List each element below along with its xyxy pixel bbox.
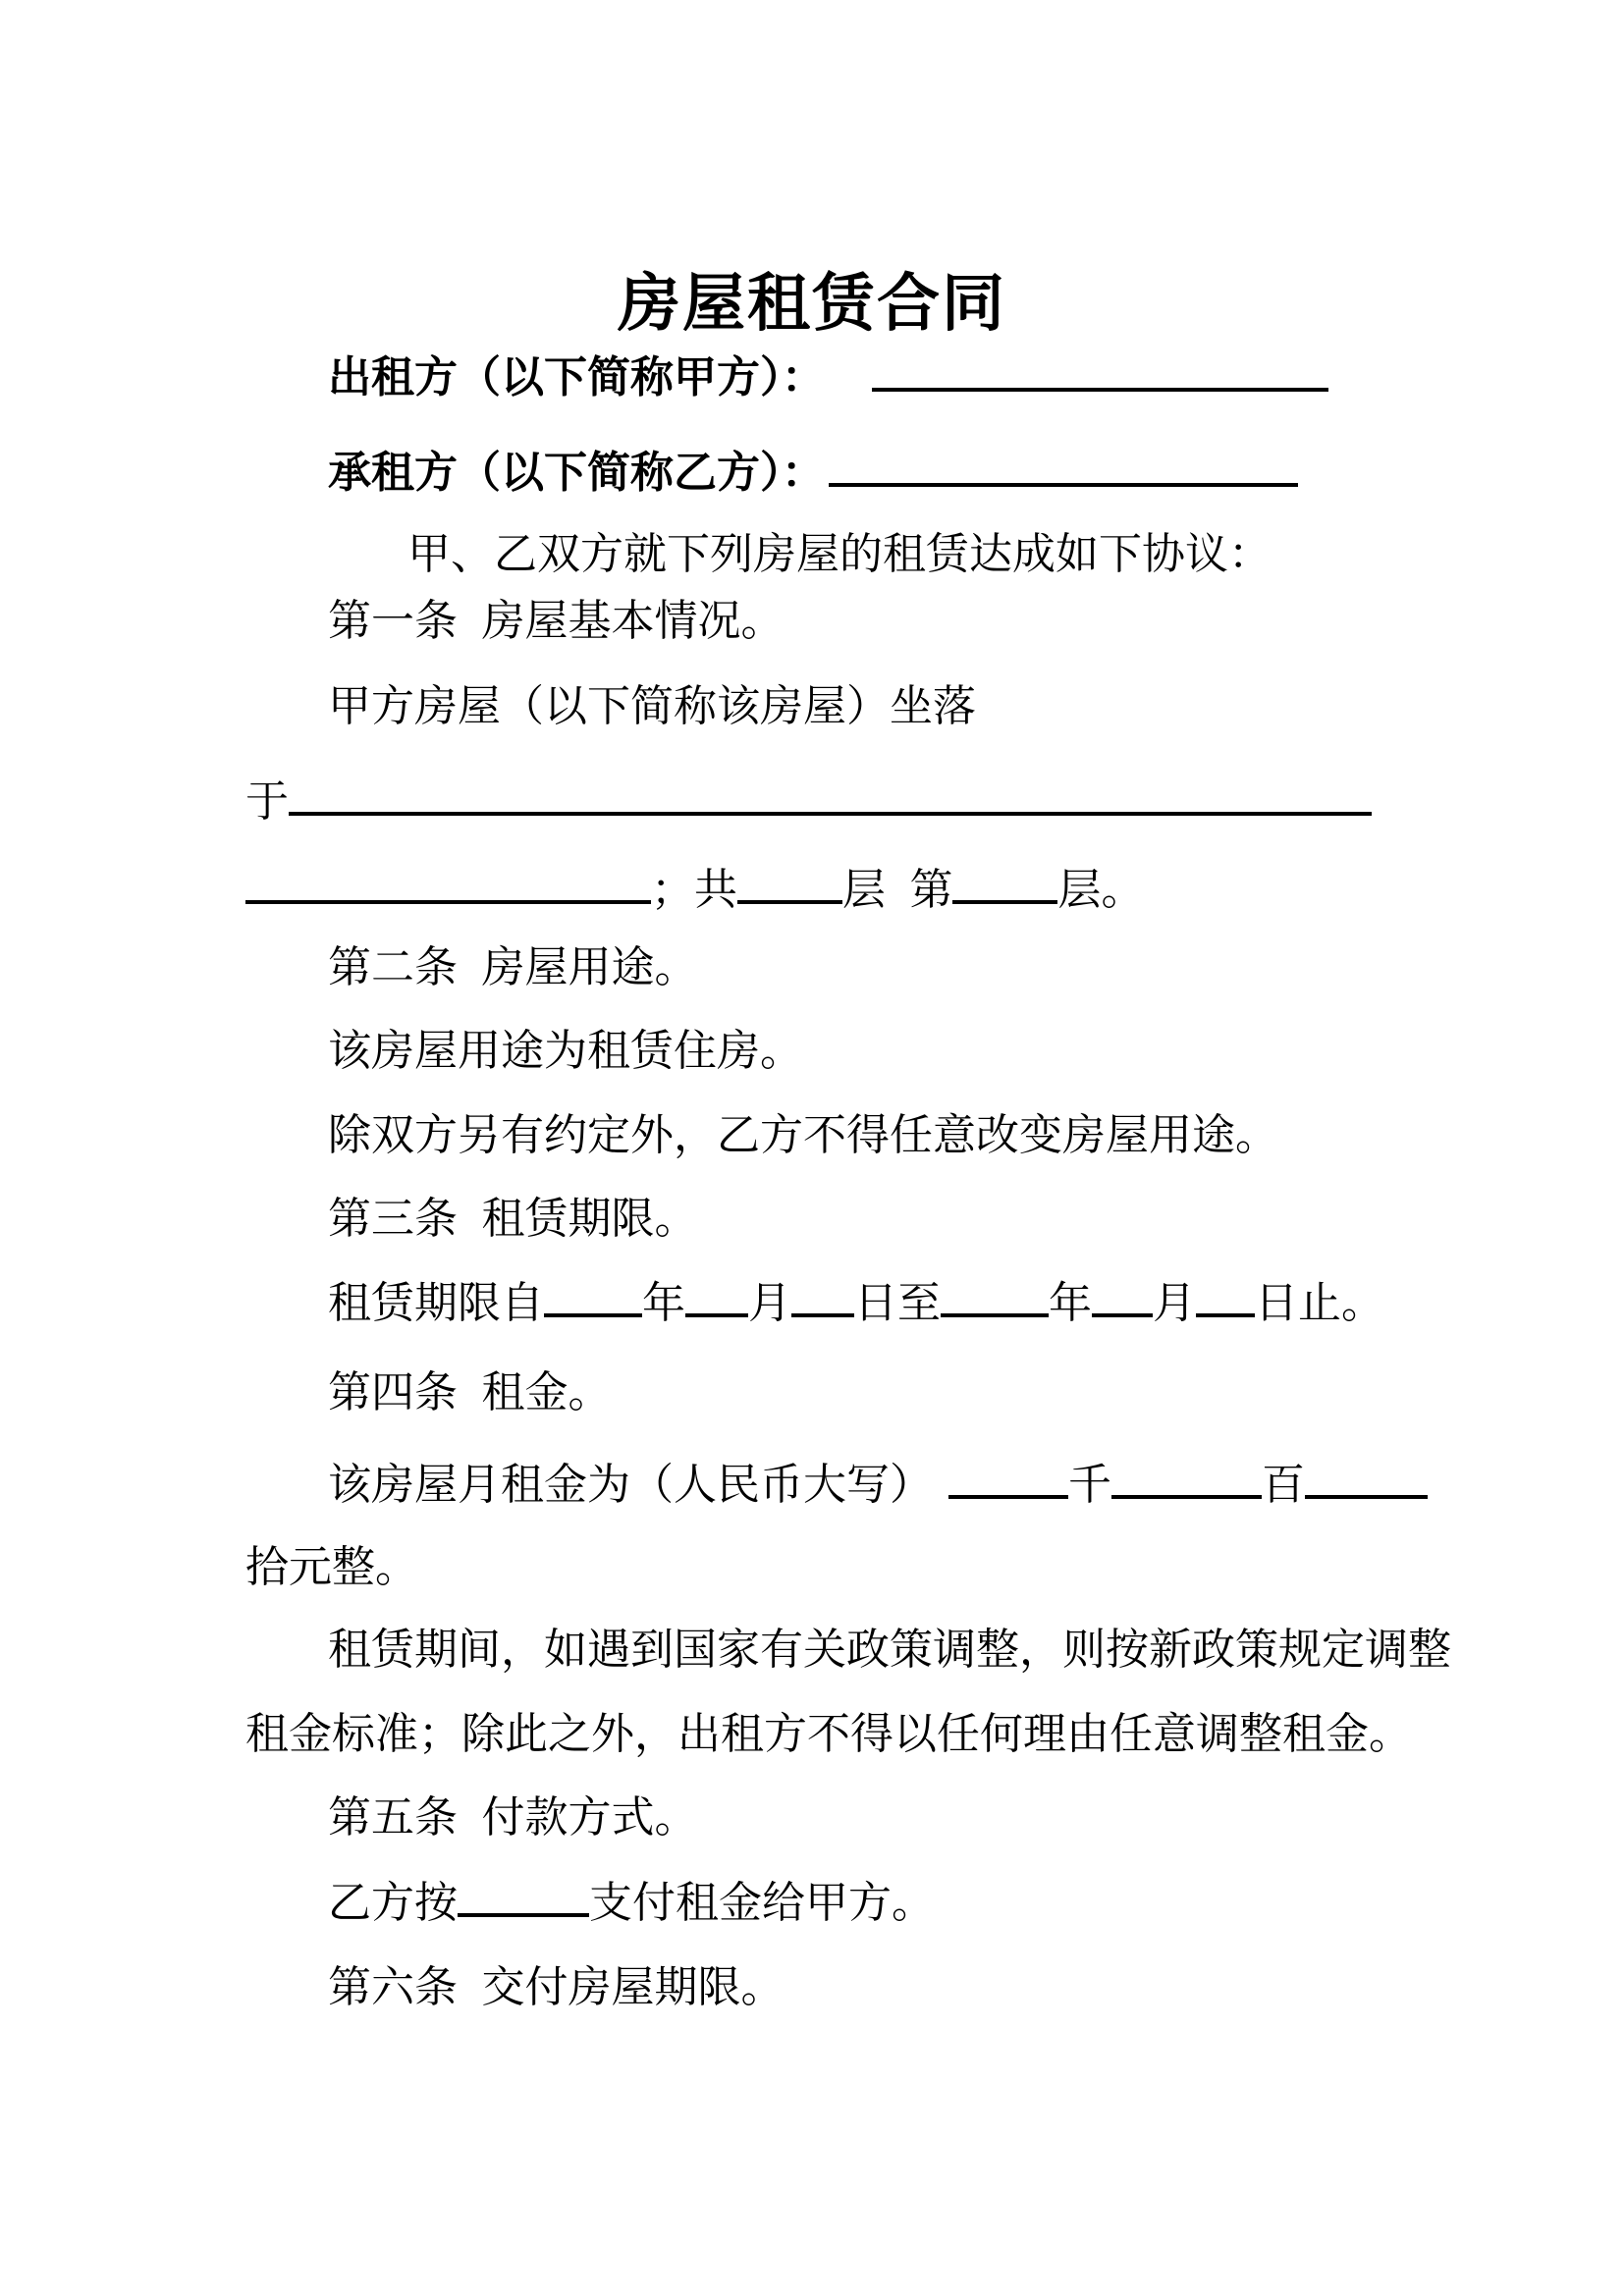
pay-prefix: 乙方按 — [328, 1879, 458, 1927]
pay-suffix: 支付租金给甲方。 — [589, 1879, 935, 1927]
floors-seg1: ；共 — [651, 866, 737, 914]
blank-rent-ten — [1305, 1454, 1428, 1499]
lessee-line — [328, 442, 1298, 505]
clause-2-usage-line: 该房屋用途为租赁住房。 — [328, 1027, 803, 1075]
unit-hundred: 百 — [1262, 1461, 1305, 1509]
unit-day-2: 日止。 — [1255, 1279, 1384, 1327]
blank-end-year — [941, 1272, 1049, 1317]
clause-3-heading: 第三条 租赁期限。 — [328, 1195, 698, 1243]
blank-start-month — [685, 1272, 748, 1317]
clause-1-floors-line — [245, 859, 1144, 922]
blank-rent-hundred — [1111, 1454, 1262, 1499]
clause-1-address-line — [245, 771, 1372, 833]
clause-1-heading: 第一条 房屋基本情况。 — [328, 597, 785, 645]
blank-end-day — [1196, 1272, 1255, 1317]
clause-3-term-line — [328, 1272, 1384, 1335]
clause-4-rent-line — [328, 1454, 1428, 1517]
blank-lessor-name — [872, 347, 1328, 392]
blank-start-year — [544, 1272, 642, 1317]
lessor-label: 出租方（以下简称甲方）： — [328, 353, 825, 401]
clause-1-location-line: 甲方房屋（以下简称该房屋）坐落 — [328, 682, 976, 730]
clause-2-restriction-line: 除双方另有约定外，乙方不得任意改变房屋用途。 — [328, 1111, 1278, 1159]
clause-4-heading: 第四条 租金。 — [328, 1368, 612, 1416]
preamble: 甲、乙双方就下列房屋的租赁达成如下协议： — [407, 530, 1272, 578]
contract-title: 房屋租赁合同 — [618, 267, 1006, 339]
clause-5-heading: 第五条 付款方式。 — [328, 1793, 698, 1842]
clause-4-rent-tail: 拾元整。 — [245, 1543, 418, 1591]
blank-lessee-name — [829, 442, 1298, 487]
unit-thousand: 千 — [1068, 1461, 1111, 1509]
floors-seg3: 层。 — [1057, 866, 1145, 914]
blank-address-2 — [245, 859, 651, 904]
blank-address-1 — [289, 771, 1372, 816]
blank-end-month — [1092, 1272, 1153, 1317]
term-prefix: 租赁期限自 — [328, 1279, 544, 1327]
unit-month-1: 月 — [748, 1279, 791, 1327]
clause-5-payment-line — [328, 1872, 935, 1935]
unit-year-2: 年 — [1049, 1279, 1092, 1327]
blank-start-day — [791, 1272, 854, 1317]
lessee-label: 承租方（以下简称乙方）： — [328, 449, 825, 497]
lessor-line — [328, 347, 1328, 409]
blank-floor-number — [952, 859, 1057, 904]
unit-year-1: 年 — [642, 1279, 685, 1327]
clause-4-policy-line-1: 租赁期间，如遇到国家有关政策调整，则按新政策规定调整 — [328, 1626, 1451, 1674]
clause-4-policy-line-2: 租金标准；除此之外，出租方不得以任何理由任意调整租金。 — [245, 1710, 1412, 1758]
unit-day-1: 日至 — [854, 1279, 941, 1327]
unit-month-2: 月 — [1153, 1279, 1196, 1327]
rent-prefix: 该房屋月租金为（人民币大写） — [328, 1461, 933, 1509]
blank-total-floors — [737, 859, 842, 904]
floors-seg2: 层 第 — [842, 866, 953, 914]
address-prefix: 于 — [245, 777, 289, 826]
blank-payment-interval — [458, 1872, 589, 1917]
blank-rent-thousand — [948, 1454, 1068, 1499]
clause-6-heading: 第六条 交付房屋期限。 — [328, 1963, 785, 2011]
clause-2-heading: 第二条 房屋用途。 — [328, 943, 698, 991]
